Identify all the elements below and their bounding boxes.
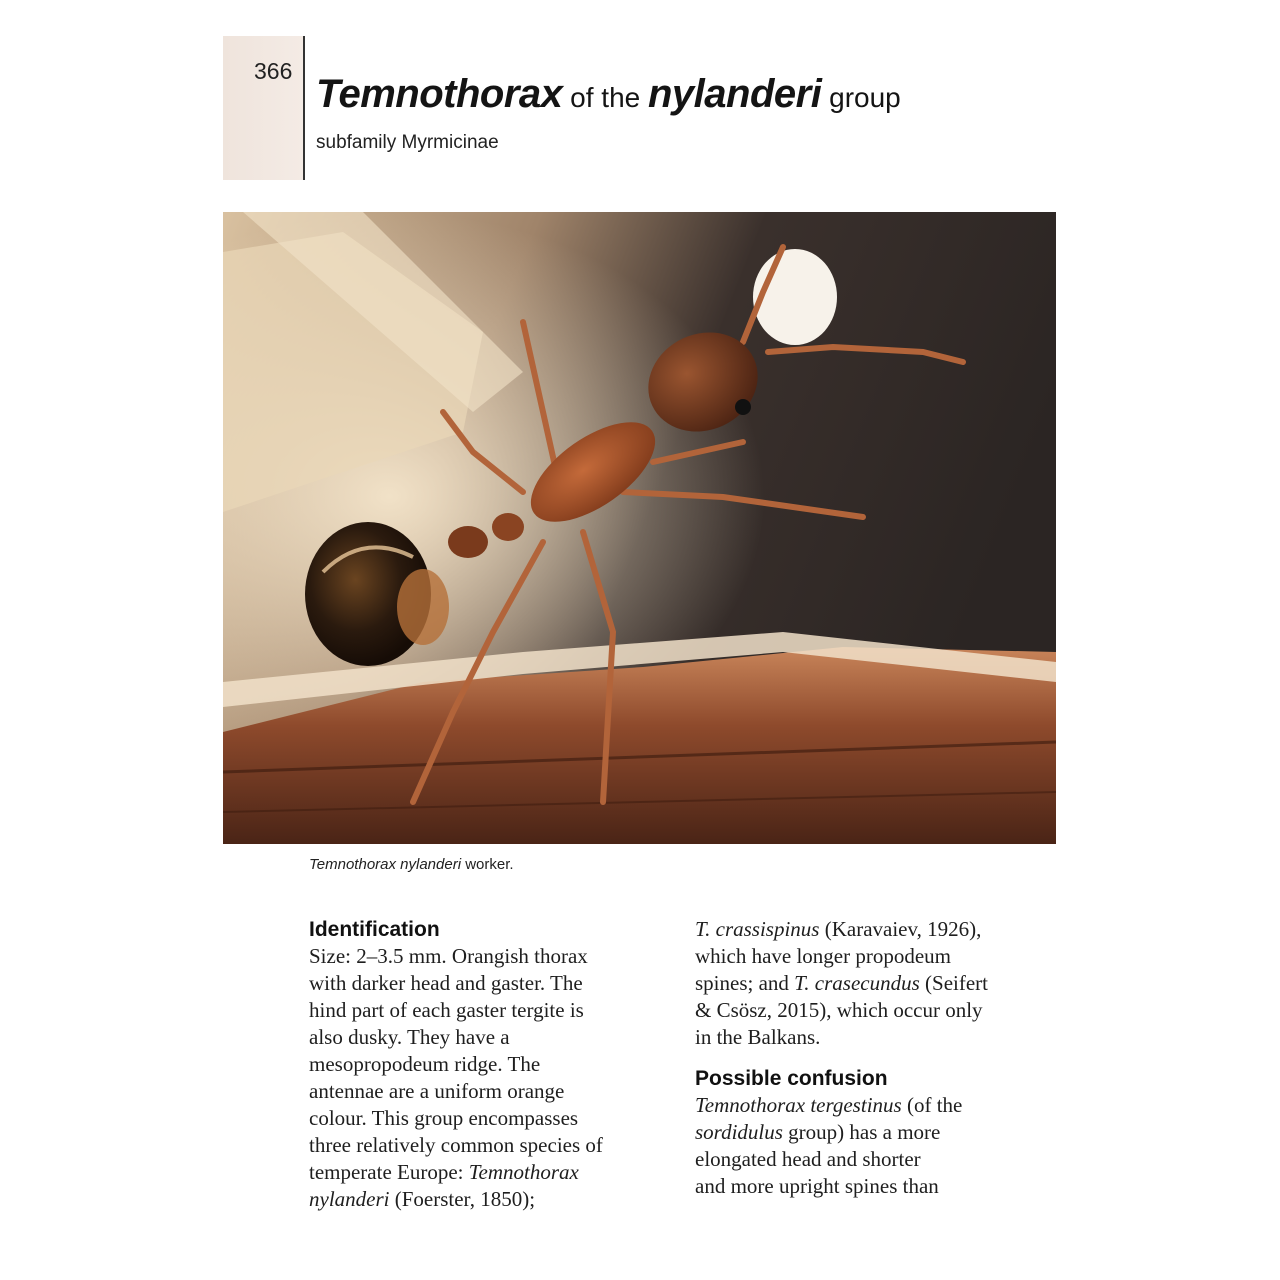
continuation-line-text: (Seifert [919,971,988,995]
confusion-line: elongated head and shorter [695,1147,921,1171]
identification-line [309,1186,679,1213]
species-name: nylanderi [309,1187,390,1211]
species-name: T. crassispinus [695,917,820,941]
confusion-line: and more upright spines than [695,1174,939,1198]
continuation-line-text: spines; and [695,971,795,995]
title-group: nylanderi [648,72,822,116]
species-name: Temnothorax [468,1160,579,1184]
confusion-line [695,1092,1065,1119]
continuation-line: which have longer propodeum [695,944,952,968]
continuation-line [695,970,1065,997]
ant-photo [223,212,1056,844]
title-genus: Temnothorax [316,72,563,116]
confusion-line [695,1119,1065,1146]
confusion-line-text: (of the [901,1093,963,1117]
page-subtitle: subfamily Myrmicinae [316,132,499,153]
identification-line: also dusky. They have a [309,1025,510,1049]
continuation-column [695,916,1065,1200]
species-name: Temnothorax tergestinus [695,1093,902,1117]
title-end: group [821,82,901,113]
species-name: T. crasecundus [794,971,920,995]
group-name: sordidulus [695,1120,783,1144]
identification-heading: Identification [309,918,440,941]
identification-line: with darker head and gaster. The [309,971,583,995]
continuation-line-text: (Karavaiev, 1926), [819,917,982,941]
identification-line-text: temperate Europe: [309,1160,469,1184]
identification-line: hind part of each gaster tergite is [309,998,584,1022]
confusion-line-text: group) has a more [782,1120,941,1144]
identification-column [309,916,679,1213]
page-number: 366 [254,58,293,84]
confusion-heading: Possible confusion [695,1067,888,1090]
continuation-line: & Csösz, 2015), which occur only [695,998,983,1022]
identification-line: three relatively common species of [309,1133,603,1157]
identification-line: mesopropodeum ridge. The [309,1052,541,1076]
identification-line [309,1159,679,1186]
caption-species: Temnothorax nylanderi [309,856,462,873]
identification-line-text: (Foerster, 1850); [389,1187,536,1211]
identification-line: Size: 2–3.5 mm. Orangish thorax [309,944,588,968]
identification-line: antennae are a uniform orange [309,1079,565,1103]
identification-line: colour. This group encompasses [309,1106,579,1130]
continuation-line: in the Balkans. [695,1025,821,1049]
page-title [316,74,901,114]
caption-rest: worker. [461,856,514,873]
section-gap [695,1051,1065,1065]
continuation-line [695,916,1065,943]
title-mid: of the [562,82,648,113]
photo-caption [309,856,514,873]
